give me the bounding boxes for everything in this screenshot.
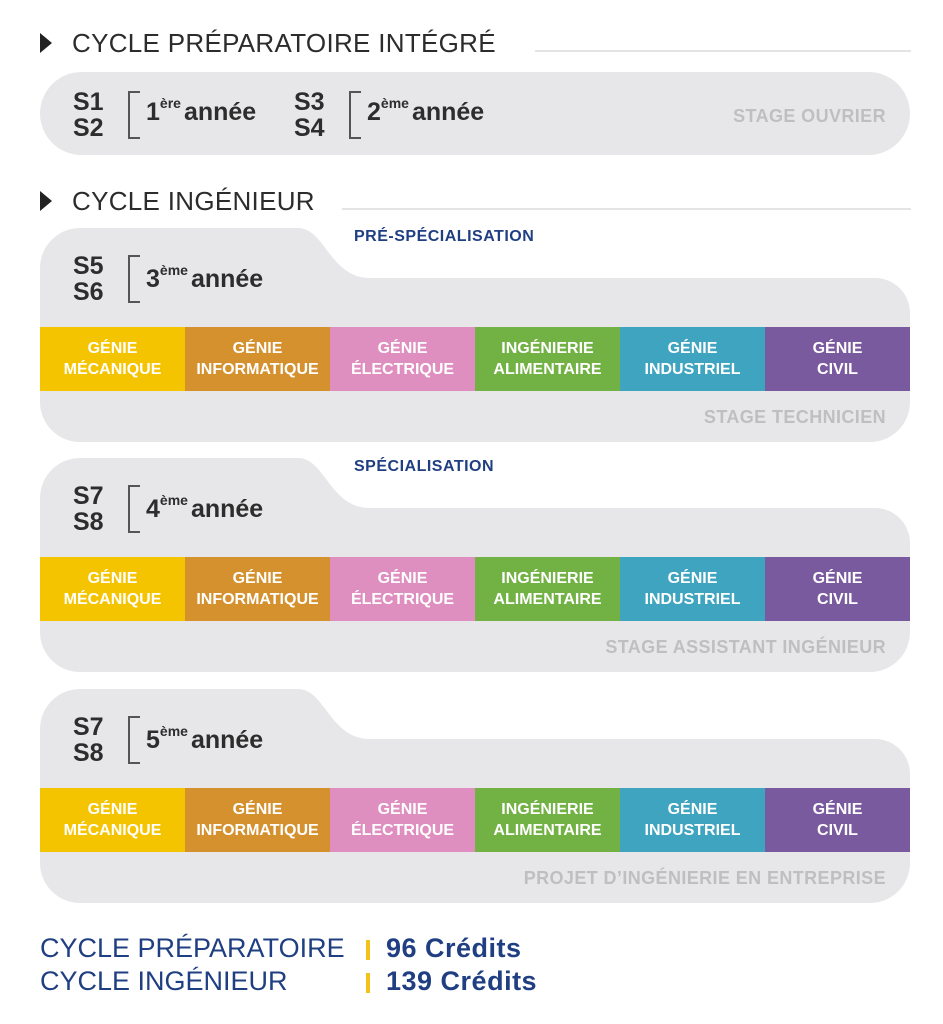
block-header: PRÉ-SPÉCIALISATION <box>354 228 535 245</box>
eng-cycle-heading <box>40 186 315 216</box>
field-cell: GÉNIE ÉLECTRIQUE <box>330 788 475 852</box>
semesters: S7 S8 <box>73 482 104 536</box>
field-cell: GÉNIE MÉCANIQUE <box>40 788 185 852</box>
summary-label-prep: CYCLE PRÉPARATOIRE <box>40 933 345 963</box>
internship-label: STAGE TECHNICIEN <box>703 407 886 427</box>
bracket <box>128 91 140 139</box>
field-cell: GÉNIE INFORMATIQUE <box>185 788 330 852</box>
fields-row <box>40 327 910 391</box>
semesters: S7 S8 <box>73 713 104 767</box>
summary-label-eng: CYCLE INGÉNIEUR <box>40 966 288 996</box>
field-cell: INGÉNIERIE ALIMENTAIRE <box>475 557 620 621</box>
field-cell: GÉNIE INDUSTRIEL <box>620 557 765 621</box>
year-block-4 <box>40 458 910 672</box>
field-cell: GÉNIE ÉLECTRIQUE <box>330 557 475 621</box>
prep-cycle-title: CYCLE PRÉPARATOIRE INTÉGRÉ <box>72 27 496 58</box>
field-cell: GÉNIE INDUSTRIEL <box>620 327 765 391</box>
section-divider <box>535 50 911 52</box>
triangle-bullet-icon <box>40 33 52 53</box>
field-cell: GÉNIE MÉCANIQUE <box>40 557 185 621</box>
section-divider <box>342 208 911 210</box>
semesters-s3-s4: S3 S4 <box>294 88 325 142</box>
year-block-3 <box>40 228 910 442</box>
semesters: S5 S6 <box>73 252 104 306</box>
yellow-divider <box>366 973 370 993</box>
year-label: 3ème année <box>146 262 264 293</box>
block-header: SPÉCIALISATION <box>354 458 495 475</box>
year-label: 4ème année <box>146 492 264 523</box>
summary-credits-eng: 139 Crédits <box>386 966 538 996</box>
year-label: 5ème année <box>146 723 264 754</box>
field-cell: GÉNIE INDUSTRIEL <box>620 788 765 852</box>
bracket <box>128 716 140 764</box>
fields-row <box>40 557 910 621</box>
field-cell: INGÉNIERIE ALIMENTAIRE <box>475 327 620 391</box>
field-cell: GÉNIE CIVIL <box>765 788 910 852</box>
year-label-1: 1ère année <box>146 95 257 126</box>
prep-cycle-heading <box>40 28 496 58</box>
internship-label: STAGE ASSISTANT INGÉNIEUR <box>605 637 886 657</box>
bracket <box>349 91 361 139</box>
field-cell: GÉNIE ÉLECTRIQUE <box>330 327 475 391</box>
internship-label: STAGE OUVRIER <box>733 106 886 126</box>
year-label-2: 2ème année <box>367 95 485 126</box>
fields-row <box>40 788 910 852</box>
yellow-divider <box>366 940 370 960</box>
year-block-5 <box>40 689 910 903</box>
summary-credits-prep: 96 Crédits <box>386 933 522 963</box>
bracket <box>128 255 140 303</box>
semesters-s1-s2: S1 S2 <box>73 88 104 142</box>
triangle-bullet-icon <box>40 191 52 211</box>
prep-cycle-panel <box>40 72 910 155</box>
field-cell: GÉNIE MÉCANIQUE <box>40 327 185 391</box>
field-cell: INGÉNIERIE ALIMENTAIRE <box>475 788 620 852</box>
field-cell: GÉNIE CIVIL <box>765 557 910 621</box>
eng-cycle-title: CYCLE INGÉNIEUR <box>72 185 315 216</box>
field-cell: GÉNIE INFORMATIQUE <box>185 327 330 391</box>
field-cell: GÉNIE CIVIL <box>765 327 910 391</box>
field-cell: GÉNIE INFORMATIQUE <box>185 557 330 621</box>
bracket <box>128 485 140 533</box>
internship-label: PROJET D’INGÉNIERIE EN ENTREPRISE <box>523 868 886 888</box>
